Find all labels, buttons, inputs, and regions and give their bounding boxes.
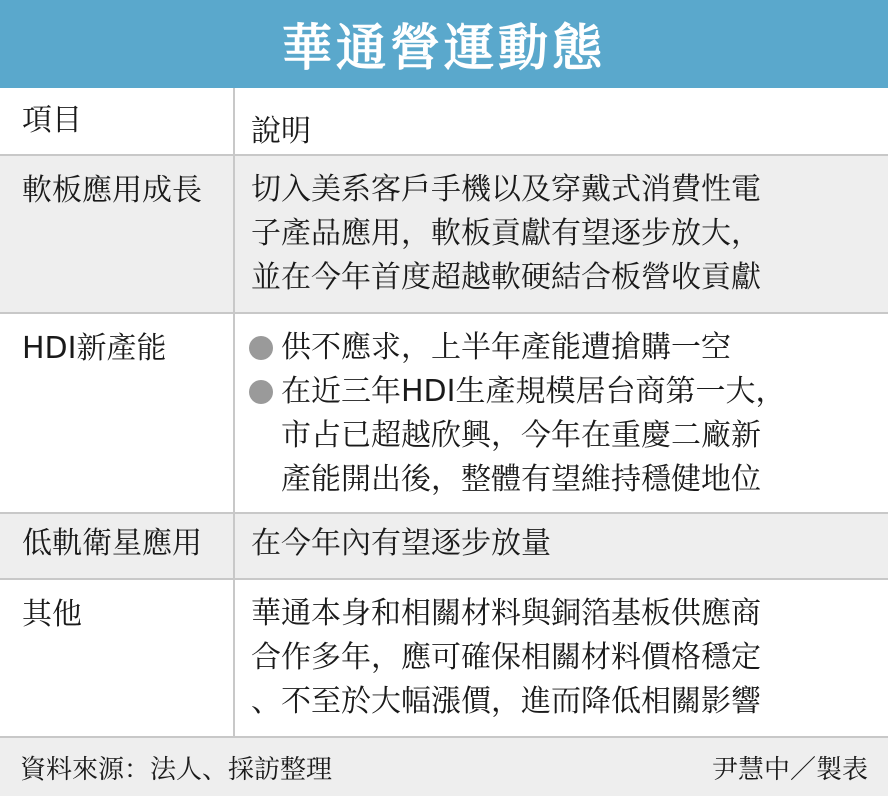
bullet-item	[245, 370, 888, 414]
desc-line: 在今年內有望逐步放量	[251, 526, 551, 561]
table-row	[0, 156, 888, 314]
row-item: 低軌衛星應用	[0, 514, 235, 578]
row-desc	[235, 314, 888, 512]
row-desc	[235, 514, 888, 578]
page-title: 華通營運動態	[282, 19, 606, 77]
table-row	[0, 580, 888, 738]
row-item: HDI新產能	[0, 314, 235, 512]
bullet-continuation: 產能開出後，整體有望維持穩健地位	[281, 462, 761, 497]
bullet-text: 在近三年HDI生產規模居台商第一大，	[281, 374, 786, 409]
desc-line: 合作多年，應可確保相關材料價格穩定	[251, 640, 761, 675]
desc-line: 、不至於大幅漲價，進而降低相關影響	[251, 684, 761, 719]
row-item: 其他	[0, 580, 235, 736]
table-row	[0, 514, 888, 580]
row-item: 軟板應用成長	[0, 156, 235, 312]
header-desc: 說明	[251, 114, 311, 149]
source-note: 資料來源：法人、採訪整理	[20, 754, 333, 785]
row-desc	[235, 156, 888, 312]
desc-line: 子產品應用，軟板貢獻有望逐步放大，	[251, 216, 761, 251]
bullet-dot-icon	[249, 380, 273, 404]
desc-line: 並在今年首度超越軟硬結合板營收貢獻	[251, 260, 761, 295]
bullet-item	[245, 326, 888, 370]
row-desc	[235, 580, 888, 736]
credit-note: 尹慧中／製表	[711, 754, 868, 785]
header-item: 項目	[0, 88, 235, 154]
bullet-text: 供不應求，上半年產能遭搶購一空	[281, 330, 731, 365]
footer	[0, 738, 888, 796]
table-row	[0, 314, 888, 514]
title-bar	[0, 0, 888, 88]
desc-line: 華通本身和相關材料與銅箔基板供應商	[251, 596, 761, 631]
bullet-continuation: 市占已超越欣興，今年在重慶二廠新	[281, 418, 761, 453]
desc-line: 切入美系客戶手機以及穿戴式消費性電	[251, 172, 761, 207]
table-header-row	[0, 88, 888, 156]
bullet-dot-icon	[249, 336, 273, 360]
